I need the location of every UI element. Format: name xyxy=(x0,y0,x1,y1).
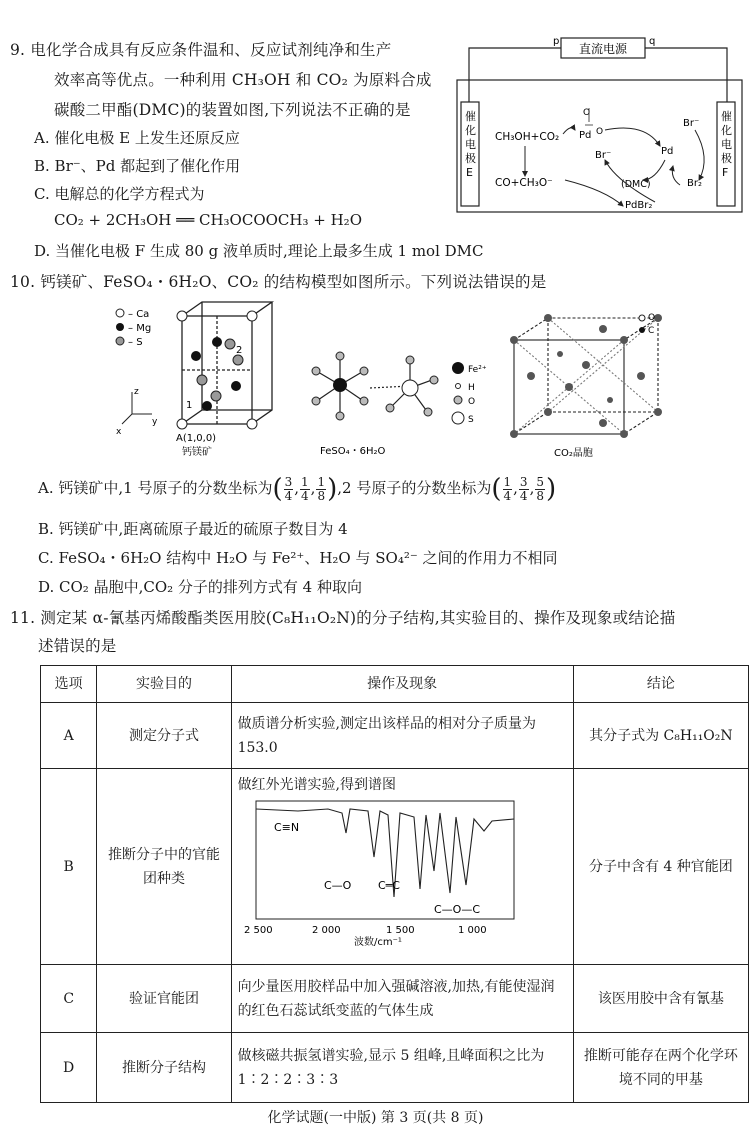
br-minus-f-label: Br⁻ xyxy=(683,118,700,129)
q10-option-a-middle: ,2 号原子的分数坐标为 xyxy=(337,479,492,497)
ir-label-coc: C—O—C xyxy=(433,903,480,916)
ir-tick-1000: 1 000 xyxy=(457,925,487,936)
row-c-conclusion: 该医用胶中含有氰基 xyxy=(573,965,748,1033)
br2-label: Br₂ xyxy=(687,178,702,189)
row-b-operation xyxy=(231,769,573,965)
row-b-aim: 推断分子中的官能团种类 xyxy=(97,769,231,965)
q9-option-c: C. 电解总的化学方程式为 xyxy=(34,185,205,203)
q9-option-b: B. Br⁻、Pd 都起到了催化作用 xyxy=(34,157,241,175)
q9-stem-line2: 效率高等优点。一种利用 CH₃OH 和 CO₂ 为原料合成 xyxy=(54,71,432,89)
q10-frac-2a: $\frac{1}{4}$ xyxy=(503,474,512,503)
q11-row-c xyxy=(41,965,749,1033)
caption-mineral: 钙镁矿 xyxy=(182,447,212,458)
q10-feso4-figure xyxy=(300,340,500,462)
electrode-f-label: 催化电极 F xyxy=(721,110,732,179)
pd-complex-o1: O xyxy=(583,108,591,118)
electrode-e-label: 催化电极 E xyxy=(465,110,476,179)
row-d-option: D xyxy=(41,1033,97,1103)
legend-mg: – Mg xyxy=(128,323,152,334)
row-d-aim: 推断分子结构 xyxy=(97,1033,231,1103)
row-a-aim: 测定分子式 xyxy=(97,703,231,769)
legend-o: O xyxy=(468,397,476,407)
q10-option-c: C. FeSO₄・6H₂O 结构中 H₂O 与 Fe²⁺、H₂O 与 SO₄²⁻ 之间的作用力不相同 xyxy=(38,549,558,567)
q9-option-c-equation: CO₂ + 2CH₃OH ══ CH₃OCOOCH₃ + H₂O xyxy=(54,211,362,229)
co2-atoms xyxy=(510,314,662,438)
cell-frame xyxy=(182,302,272,424)
power-q-label: q xyxy=(649,36,656,47)
ir-label-cn: C≡N xyxy=(273,821,299,834)
legend-s2-dot xyxy=(452,412,464,424)
q10-option-a-prefix: A. 钙镁矿中,1 号原子的分数坐标为 xyxy=(38,479,273,497)
arrow-to-pdbr2 xyxy=(565,180,623,206)
q9-stem-line1: 9. 电化学合成具有反应条件温和、反应试剂纯净和生产 xyxy=(10,41,392,59)
q11-table xyxy=(40,665,749,1103)
ir-spectrum xyxy=(238,797,528,947)
row-c-operation: 向少量医用胶样品中加入强碱溶液,加热,有能使湿润的红色石蕊试纸变蓝的气体生成 xyxy=(231,965,573,1033)
row-b-operation-text: 做红外光谱实验,得到谱图 xyxy=(237,777,397,793)
q9-option-d: D. 当催化电极 F 生成 80 g 液单质时,理论上最多生成 1 mol DMC xyxy=(34,242,484,260)
legend-c-dot xyxy=(639,327,645,333)
legend-h-dot xyxy=(456,384,461,389)
ir-frame xyxy=(256,801,514,919)
q10-option-a: A. 钙镁矿中,1 号原子的分数坐标为( $\frac{3}{4}$ , $\frac{1}{4}$ , $\frac{1}{8}$ ),2 号原子的分数坐标为( $\frac{1}{4}$ , $\frac{3}{4}$ , $\frac{5}{8}$ ) xyxy=(38,474,557,504)
power-p-label: p xyxy=(553,36,560,47)
caption-co2: CO₂晶胞 xyxy=(554,448,593,459)
atom-1-label: 1 xyxy=(186,400,193,411)
legend-fe: Fe²⁺ xyxy=(468,365,487,375)
q11-row-a xyxy=(41,703,749,769)
ir-xlabel: 波数/cm⁻¹ xyxy=(353,937,402,947)
arrow-br2-to-pd xyxy=(672,166,680,185)
arrow-br-cycle xyxy=(695,130,704,180)
reactant-label: CH₃OH+CO₂ xyxy=(495,131,560,143)
electrolytic-cell xyxy=(457,80,742,212)
q10-option-d: D. CO₂ 晶胞中,CO₂ 分子的排列方式有 4 种取向 xyxy=(38,578,362,596)
q11-row-d xyxy=(41,1033,749,1103)
header-aim: 实验目的 xyxy=(97,666,231,703)
caption-feso4: FeSO₄・6H₂O xyxy=(320,446,386,457)
q10-frac-1b: $\frac{1}{4}$ xyxy=(301,474,309,503)
row-c-option: C xyxy=(41,965,97,1033)
axis-y: y xyxy=(152,417,158,427)
page-footer: 化学试题(一中版) 第 3 页(共 8 页) xyxy=(267,1110,484,1126)
point-a-label: A(1,0,0) xyxy=(176,433,217,444)
axis-x: x xyxy=(116,427,122,437)
wire-left xyxy=(469,48,561,102)
row-b-option: B xyxy=(41,769,97,965)
q10-frac-2b: $\frac{3}{4}$ xyxy=(519,474,528,503)
q11-stem-line2: 述错误的是 xyxy=(38,637,117,655)
arrow-to-pd-complex xyxy=(563,128,575,134)
dmc-label: (DMC) xyxy=(621,179,651,190)
pd-complex-pd: Pd xyxy=(579,130,592,141)
q9-electrolysis-diagram xyxy=(455,30,745,215)
ir-tick-2500: 2 500 xyxy=(243,925,273,936)
legend-o2: O xyxy=(648,313,656,323)
q11-stem-line1: 11. 测定某 α-氰基丙烯酸酯类医用胶(C₈H₁₁O₂N)的分子结构,其实验目的、操作及现象或结论描 xyxy=(10,609,676,627)
q10-mineral-cell-figure xyxy=(112,296,282,462)
row-b-conclusion: 分子中含有 4 种官能团 xyxy=(573,769,748,965)
q10-frac-1c: $\frac{1}{8}$ xyxy=(317,474,326,503)
ir-tick-1500: 1 500 xyxy=(385,925,415,936)
legend-c: C xyxy=(648,326,655,336)
q11-row-b xyxy=(41,769,749,965)
atom-2-label: 2 xyxy=(236,345,243,356)
legend-o-dot xyxy=(454,396,462,404)
header-operation: 操作及现象 xyxy=(231,666,573,703)
q10-stem: 10. 钙镁矿、FeSO₄・6H₂O、CO₂ 的结构模型如图所示。下列说法错误的是 xyxy=(10,273,547,291)
q10-option-b: B. 钙镁矿中,距离硫原子最近的硫原子数目为 4 xyxy=(38,520,348,538)
q10-co2-cell-figure xyxy=(500,304,680,462)
br-minus-mid: Br⁻ xyxy=(595,150,612,161)
q9-option-a: A. 催化电极 E 上发生还原反应 xyxy=(34,129,240,147)
legend-fe-dot xyxy=(452,362,464,374)
row-a-operation: 做质谱分析实验,测定出该样品的相对分子质量为 153.0 xyxy=(231,703,573,769)
arrow-to-pd xyxy=(605,128,660,146)
pd-complex-o2: O xyxy=(596,127,604,137)
legend-s-dot xyxy=(116,337,124,345)
arrow-to-dmc xyxy=(643,160,665,180)
legend-ca-dot xyxy=(116,309,124,317)
ir-label-co: C—O xyxy=(323,879,351,892)
pd-label: Pd xyxy=(661,146,674,157)
intermediate-label: CO+CH₃O⁻ xyxy=(495,177,553,189)
q9-stem-line3: 碳酸二甲酯(DMC)的装置如图,下列说法不正确的是 xyxy=(54,101,411,119)
axis-z: z xyxy=(134,387,139,397)
ir-label-cc: C═C xyxy=(377,879,400,892)
legend-s2: S xyxy=(468,415,474,425)
row-d-operation: 做核磁共振氢谱实验,显示 5 组峰,且峰面积之比为 1∶2∶2∶3∶3 xyxy=(231,1033,573,1103)
ir-tick-2000: 2 000 xyxy=(311,925,341,936)
co2-cell-frame xyxy=(514,318,658,434)
wire-right xyxy=(645,48,727,102)
row-a-conclusion: 其分子式为 C₈H₁₁O₂N xyxy=(573,703,748,769)
legend-s: – S xyxy=(128,337,143,348)
row-c-aim: 验证官能团 xyxy=(97,965,231,1033)
header-option: 选项 xyxy=(41,666,97,703)
q11-table-header-row xyxy=(41,666,749,703)
legend-ca: – Ca xyxy=(128,309,150,320)
pdbr2-label: PdBr₂ xyxy=(625,200,653,211)
q10-frac-1a: $\frac{3}{4}$ xyxy=(284,474,293,503)
feso4-atoms xyxy=(312,352,438,420)
legend-o2-dot xyxy=(639,315,645,321)
legend-h: H xyxy=(468,383,475,393)
power-source-label: 直流电源 xyxy=(578,42,628,56)
row-a-option: A xyxy=(41,703,97,769)
header-conclusion: 结论 xyxy=(573,666,748,703)
legend-mg-dot xyxy=(116,323,124,331)
row-d-conclusion: 推断可能存在两个化学环境不同的甲基 xyxy=(573,1033,748,1103)
q10-frac-2c: $\frac{5}{8}$ xyxy=(536,474,544,503)
